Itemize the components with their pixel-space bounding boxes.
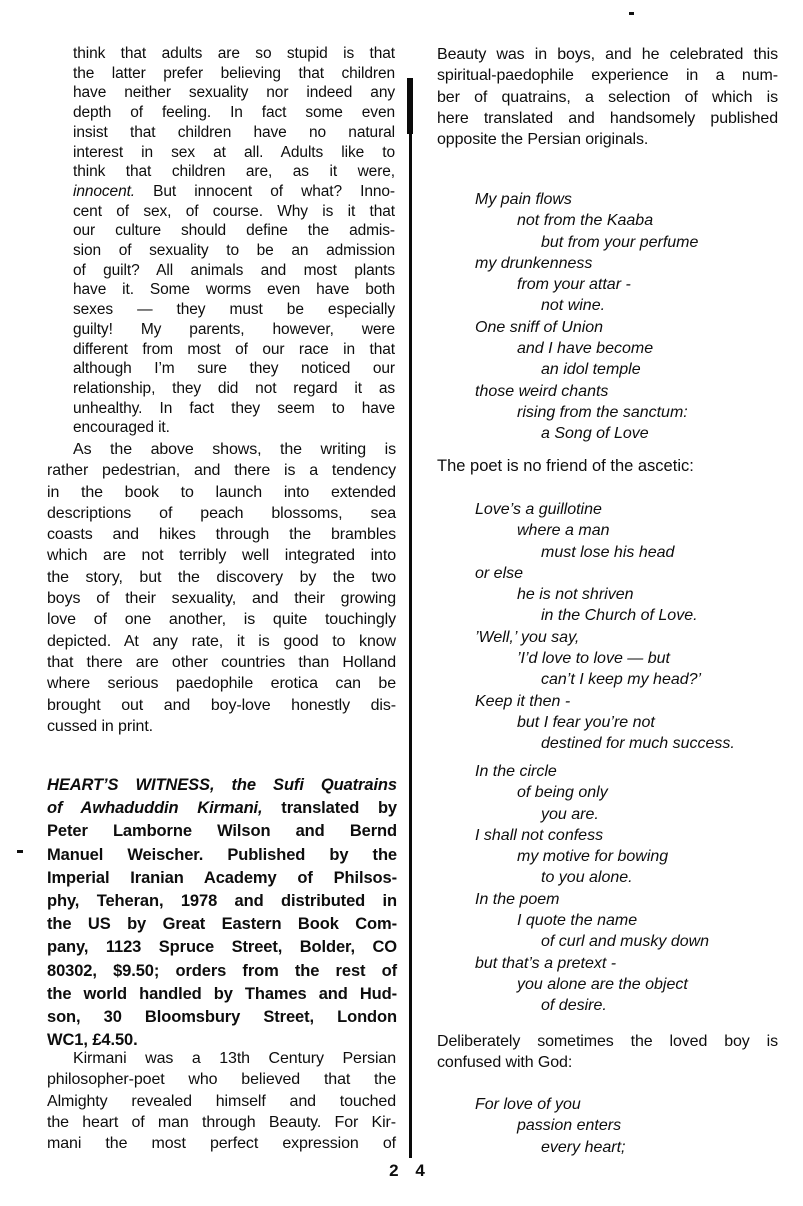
- text-line: [475, 402, 775, 423]
- text-segment: insist that children have no natural: [73, 123, 395, 141]
- text-line: [73, 359, 395, 379]
- text-line: [73, 379, 395, 399]
- text-segment: think that adults are so stupid is that: [73, 45, 395, 62]
- text-line: [73, 418, 395, 438]
- text-segment: For love of you: [475, 1096, 581, 1113]
- text-segment: of being only: [517, 784, 608, 802]
- text-line: [47, 960, 397, 983]
- text-line: [47, 913, 397, 936]
- text-segment: confused with God:: [437, 1054, 573, 1072]
- text-segment: where a man: [517, 522, 610, 540]
- text-line: [475, 995, 775, 1016]
- text-line: [73, 44, 395, 64]
- text-segment: brought out and boy-love honestly dis-: [47, 696, 396, 714]
- text-line: [437, 129, 778, 150]
- text-segment: must lose his head: [541, 543, 675, 561]
- text-segment: have neither sexuality nor indeed any: [73, 84, 395, 102]
- text-line: [475, 712, 775, 733]
- review-paragraph: [47, 439, 396, 737]
- text-line: [475, 542, 775, 563]
- text-line: [73, 202, 395, 222]
- text-segment: guilty! My parents, however, were: [73, 320, 395, 338]
- text-segment: pany, 1123 Spruce Street, Bolder, CO: [47, 938, 397, 957]
- text-segment: translated by: [262, 799, 397, 818]
- text-line: [437, 456, 778, 478]
- text-line: [437, 87, 778, 108]
- text-segment: but that’s a pretext -: [475, 954, 617, 972]
- text-segment: In the circle: [475, 763, 557, 780]
- text-segment: Love’s a guillotine: [475, 501, 602, 518]
- scan-speck: [17, 850, 23, 853]
- text-segment: our culture should define the admis-: [73, 222, 395, 240]
- text-line: [47, 545, 396, 566]
- text-line: [73, 320, 395, 340]
- text-segment: Beauty was in boys, and he celebrated this: [437, 46, 778, 63]
- book-excerpt: [73, 44, 395, 438]
- text-segment: to you alone.: [541, 869, 633, 887]
- text-segment: ’I’d love to love — but: [517, 650, 670, 668]
- text-segment: ber of quatrains, a selection of which is: [437, 88, 778, 106]
- text-segment: you alone are the object: [517, 975, 688, 993]
- text-line: [475, 499, 775, 520]
- text-segment: from your attar -: [517, 276, 631, 294]
- text-segment: the story, but the discovery by the two: [47, 568, 396, 586]
- text-segment: ’Well,’ you say,: [475, 628, 580, 646]
- text-line: [47, 439, 396, 460]
- text-line: [475, 584, 775, 605]
- text-segment: of desire.: [541, 997, 607, 1015]
- bibliography-entry: [47, 774, 397, 1052]
- text-line: [475, 232, 775, 253]
- text-line: [47, 820, 397, 843]
- text-line: [475, 1115, 775, 1136]
- text-line: [437, 44, 778, 65]
- text-segment: I quote the name: [517, 912, 638, 930]
- text-line: [475, 317, 775, 338]
- text-segment: unhealthy. In fact they seem to have: [73, 399, 395, 417]
- text-segment: destined for much success.: [541, 735, 735, 753]
- text-line: [73, 241, 395, 261]
- text-segment: not wine.: [541, 297, 606, 315]
- text-segment: Imperial Iranian Academy of Philsos-: [47, 868, 397, 887]
- text-segment: Peter Lamborne Wilson and Bernd: [47, 822, 397, 841]
- text-line: [475, 931, 775, 952]
- text-line: [475, 867, 775, 888]
- text-line: [475, 520, 775, 541]
- text-line: [475, 338, 775, 359]
- text-segment: passion enters: [517, 1117, 622, 1135]
- text-segment: In the poem: [475, 890, 560, 908]
- poem-loves-a-guillotine: [475, 499, 775, 755]
- text-line: [475, 605, 775, 626]
- text-line: [47, 588, 396, 609]
- text-segment: Deliberately sometimes the loved boy is: [437, 1033, 778, 1050]
- text-line: [475, 627, 775, 648]
- text-line: [47, 482, 396, 503]
- text-line: [73, 221, 395, 241]
- text-line: [475, 1137, 775, 1158]
- text-line: [73, 143, 395, 163]
- text-line: [475, 761, 775, 782]
- text-segment: in the Church of Love.: [541, 607, 698, 625]
- text-line: [73, 261, 395, 281]
- text-line: [47, 673, 396, 694]
- text-segment: rather pedestrian, and there is a tendency: [47, 462, 396, 480]
- text-line: [475, 691, 775, 712]
- text-segment: my motive for bowing: [517, 848, 669, 866]
- text-line: [475, 889, 775, 910]
- text-line: [47, 890, 397, 913]
- text-line: [73, 182, 395, 202]
- text-line: [475, 974, 775, 995]
- text-segment: not from the Kaaba: [517, 212, 654, 230]
- text-line: [47, 460, 396, 481]
- text-segment: descriptions of peach blossoms, sea: [47, 504, 396, 522]
- text-line: [47, 503, 396, 524]
- text-segment: or else: [475, 564, 524, 582]
- text-segment: have it. Some worms even have both: [73, 281, 395, 299]
- text-segment: every heart;: [541, 1138, 626, 1156]
- text-line: [475, 648, 775, 669]
- text-segment: but I fear you’re not: [517, 713, 655, 731]
- text-segment: cussed in print.: [47, 717, 154, 735]
- text-segment: that there are other countries than Holland: [47, 653, 396, 671]
- text-line: [47, 1006, 397, 1029]
- text-segment: the heart of man through Beauty. For Kir-: [47, 1113, 396, 1131]
- text-segment: relationship, they did not regard it as: [73, 379, 395, 397]
- text-line: [73, 162, 395, 182]
- text-line: [437, 1031, 778, 1052]
- text-segment: although I’m sure they noticed our: [73, 360, 395, 378]
- text-segment: in the book to launch into extended: [47, 483, 396, 501]
- text-segment: 80302, $9.50; orders from the rest of: [47, 961, 397, 980]
- text-segment: But innocent of what? Inno-: [135, 182, 395, 200]
- text-segment: philosopher-poet who believed that the: [47, 1071, 396, 1089]
- text-segment: an idol temple: [541, 361, 641, 379]
- text-segment: boys of their sexuality, and their growing: [47, 590, 396, 608]
- text-line: [475, 359, 775, 380]
- text-line: [47, 716, 396, 737]
- text-segment: love of one another, is quite touchingly: [47, 611, 396, 629]
- text-line: [47, 983, 397, 1006]
- text-line: [73, 123, 395, 143]
- text-line: [475, 733, 775, 754]
- text-segment: I shall not confess: [475, 826, 604, 844]
- text-line: [475, 274, 775, 295]
- text-line: [475, 910, 775, 931]
- italic-text-segment: HEART’S WITNESS, the Sufi Quatrains: [47, 776, 397, 794]
- kirmani-paragraph: [47, 1048, 396, 1154]
- text-line: [47, 936, 397, 959]
- scan-speck: [629, 12, 634, 15]
- text-line: [475, 189, 775, 210]
- text-line: [475, 210, 775, 231]
- text-line: [47, 1091, 396, 1112]
- text-line: [475, 669, 775, 690]
- intro-paragraph: [437, 44, 778, 150]
- text-line: [47, 774, 397, 797]
- deliberately-paragraph: [437, 1031, 778, 1074]
- text-segment: sion of sexuality to be an admission: [73, 242, 395, 260]
- text-segment: spiritual-paedophile experience in a num-: [437, 67, 778, 85]
- poem-for-love-of-you: [475, 1094, 775, 1158]
- text-segment: interest in sex at all. Adults like to: [73, 143, 395, 161]
- text-segment: the world handled by Thames and Hud-: [47, 984, 397, 1003]
- text-segment: the latter prefer believing that children: [73, 64, 395, 82]
- italic-text-segment: of Awhaduddin Kirmani,: [47, 799, 263, 818]
- text-line: [475, 423, 775, 444]
- text-line: [475, 563, 775, 584]
- text-line: [47, 844, 397, 867]
- text-segment: of guilt? All animals and most plants: [73, 261, 395, 279]
- text-line: [73, 300, 395, 320]
- text-line: [475, 804, 775, 825]
- text-segment: you are.: [541, 805, 599, 823]
- text-line: [47, 1069, 396, 1090]
- text-segment: where serious paedophile erotica can be: [47, 675, 396, 693]
- text-segment: can’t I keep my head?’: [541, 671, 702, 689]
- poem-in-the-circle: [475, 761, 775, 1017]
- text-line: [47, 1133, 396, 1154]
- text-segment: those weird chants: [475, 382, 609, 400]
- text-line: [73, 340, 395, 360]
- text-segment: think that children are, as it were,: [73, 163, 395, 181]
- text-segment: As the above shows, the writing is: [73, 441, 396, 458]
- text-segment: One sniff of Union: [475, 318, 604, 336]
- column-divider: [409, 78, 412, 1158]
- text-line: [47, 1112, 396, 1133]
- text-segment: mani the most perfect expression of: [47, 1135, 396, 1153]
- text-segment: opposite the Persian originals.: [437, 131, 649, 149]
- text-segment: he is not shriven: [517, 586, 634, 604]
- text-segment: Kirmani was a 13th Century Persian: [73, 1050, 396, 1067]
- text-line: [475, 253, 775, 274]
- text-line: [475, 381, 775, 402]
- text-segment: encouraged it.: [73, 419, 170, 437]
- text-line: [437, 108, 778, 129]
- text-line: [47, 867, 397, 890]
- text-line: [437, 1052, 778, 1073]
- text-line: [47, 695, 396, 716]
- ascetic-intro-line: [437, 456, 778, 478]
- text-segment: Keep it then -: [475, 692, 571, 710]
- text-segment: coasts and hikes through the brambles: [47, 526, 396, 544]
- text-line: [475, 1094, 775, 1115]
- text-line: [47, 797, 397, 820]
- text-line: [475, 825, 775, 846]
- text-line: [73, 64, 395, 84]
- text-segment: son, 30 Bloomsbury Street, London: [47, 1008, 397, 1027]
- text-line: [47, 1048, 396, 1069]
- text-segment: cent of sex, of course. Why is it that: [73, 202, 395, 220]
- italic-text-segment: innocent.: [73, 182, 136, 200]
- text-segment: My pain flows: [475, 191, 572, 208]
- text-line: [47, 631, 396, 652]
- poem-my-pain-flows: [475, 189, 775, 445]
- text-segment: depth of feeling. In fact some even: [73, 104, 395, 122]
- text-segment: The poet is no friend of the ascetic:: [437, 457, 694, 475]
- text-line: [47, 567, 396, 588]
- text-segment: Manuel Weischer. Published by the: [47, 845, 397, 864]
- text-segment: my drunkenness: [475, 254, 593, 272]
- text-segment: sexes — they must be especially: [73, 301, 395, 319]
- text-segment: here translated and handsomely published: [437, 109, 778, 127]
- text-line: [475, 782, 775, 803]
- text-line: [73, 83, 395, 103]
- text-line: [475, 846, 775, 867]
- text-line: [73, 280, 395, 300]
- text-line: [47, 609, 396, 630]
- text-segment: WC1, £4.50.: [47, 1031, 138, 1050]
- text-segment: but from your perfume: [541, 233, 699, 251]
- text-line: [475, 295, 775, 316]
- text-segment: a Song of Love: [541, 425, 649, 443]
- text-segment: the US by Great Eastern Book Com-: [47, 915, 397, 934]
- page-number: 2 4: [389, 1161, 431, 1180]
- text-segment: phy, Teheran, 1978 and distributed in: [47, 892, 397, 911]
- text-line: [73, 399, 395, 419]
- text-line: [73, 103, 395, 123]
- text-segment: Almighty revealed himself and touched: [47, 1092, 396, 1110]
- text-line: [437, 65, 778, 86]
- text-segment: and I have become: [517, 340, 654, 358]
- text-segment: depicted. At any rate, it is good to know: [47, 632, 396, 650]
- text-line: [47, 652, 396, 673]
- text-segment: different from most of our race in that: [73, 340, 395, 358]
- text-segment: of curl and musky down: [541, 933, 710, 951]
- text-line: [47, 524, 396, 545]
- text-line: [475, 953, 775, 974]
- text-segment: rising from the sanctum:: [517, 403, 688, 421]
- text-segment: which are not terribly well integrated into: [47, 547, 396, 565]
